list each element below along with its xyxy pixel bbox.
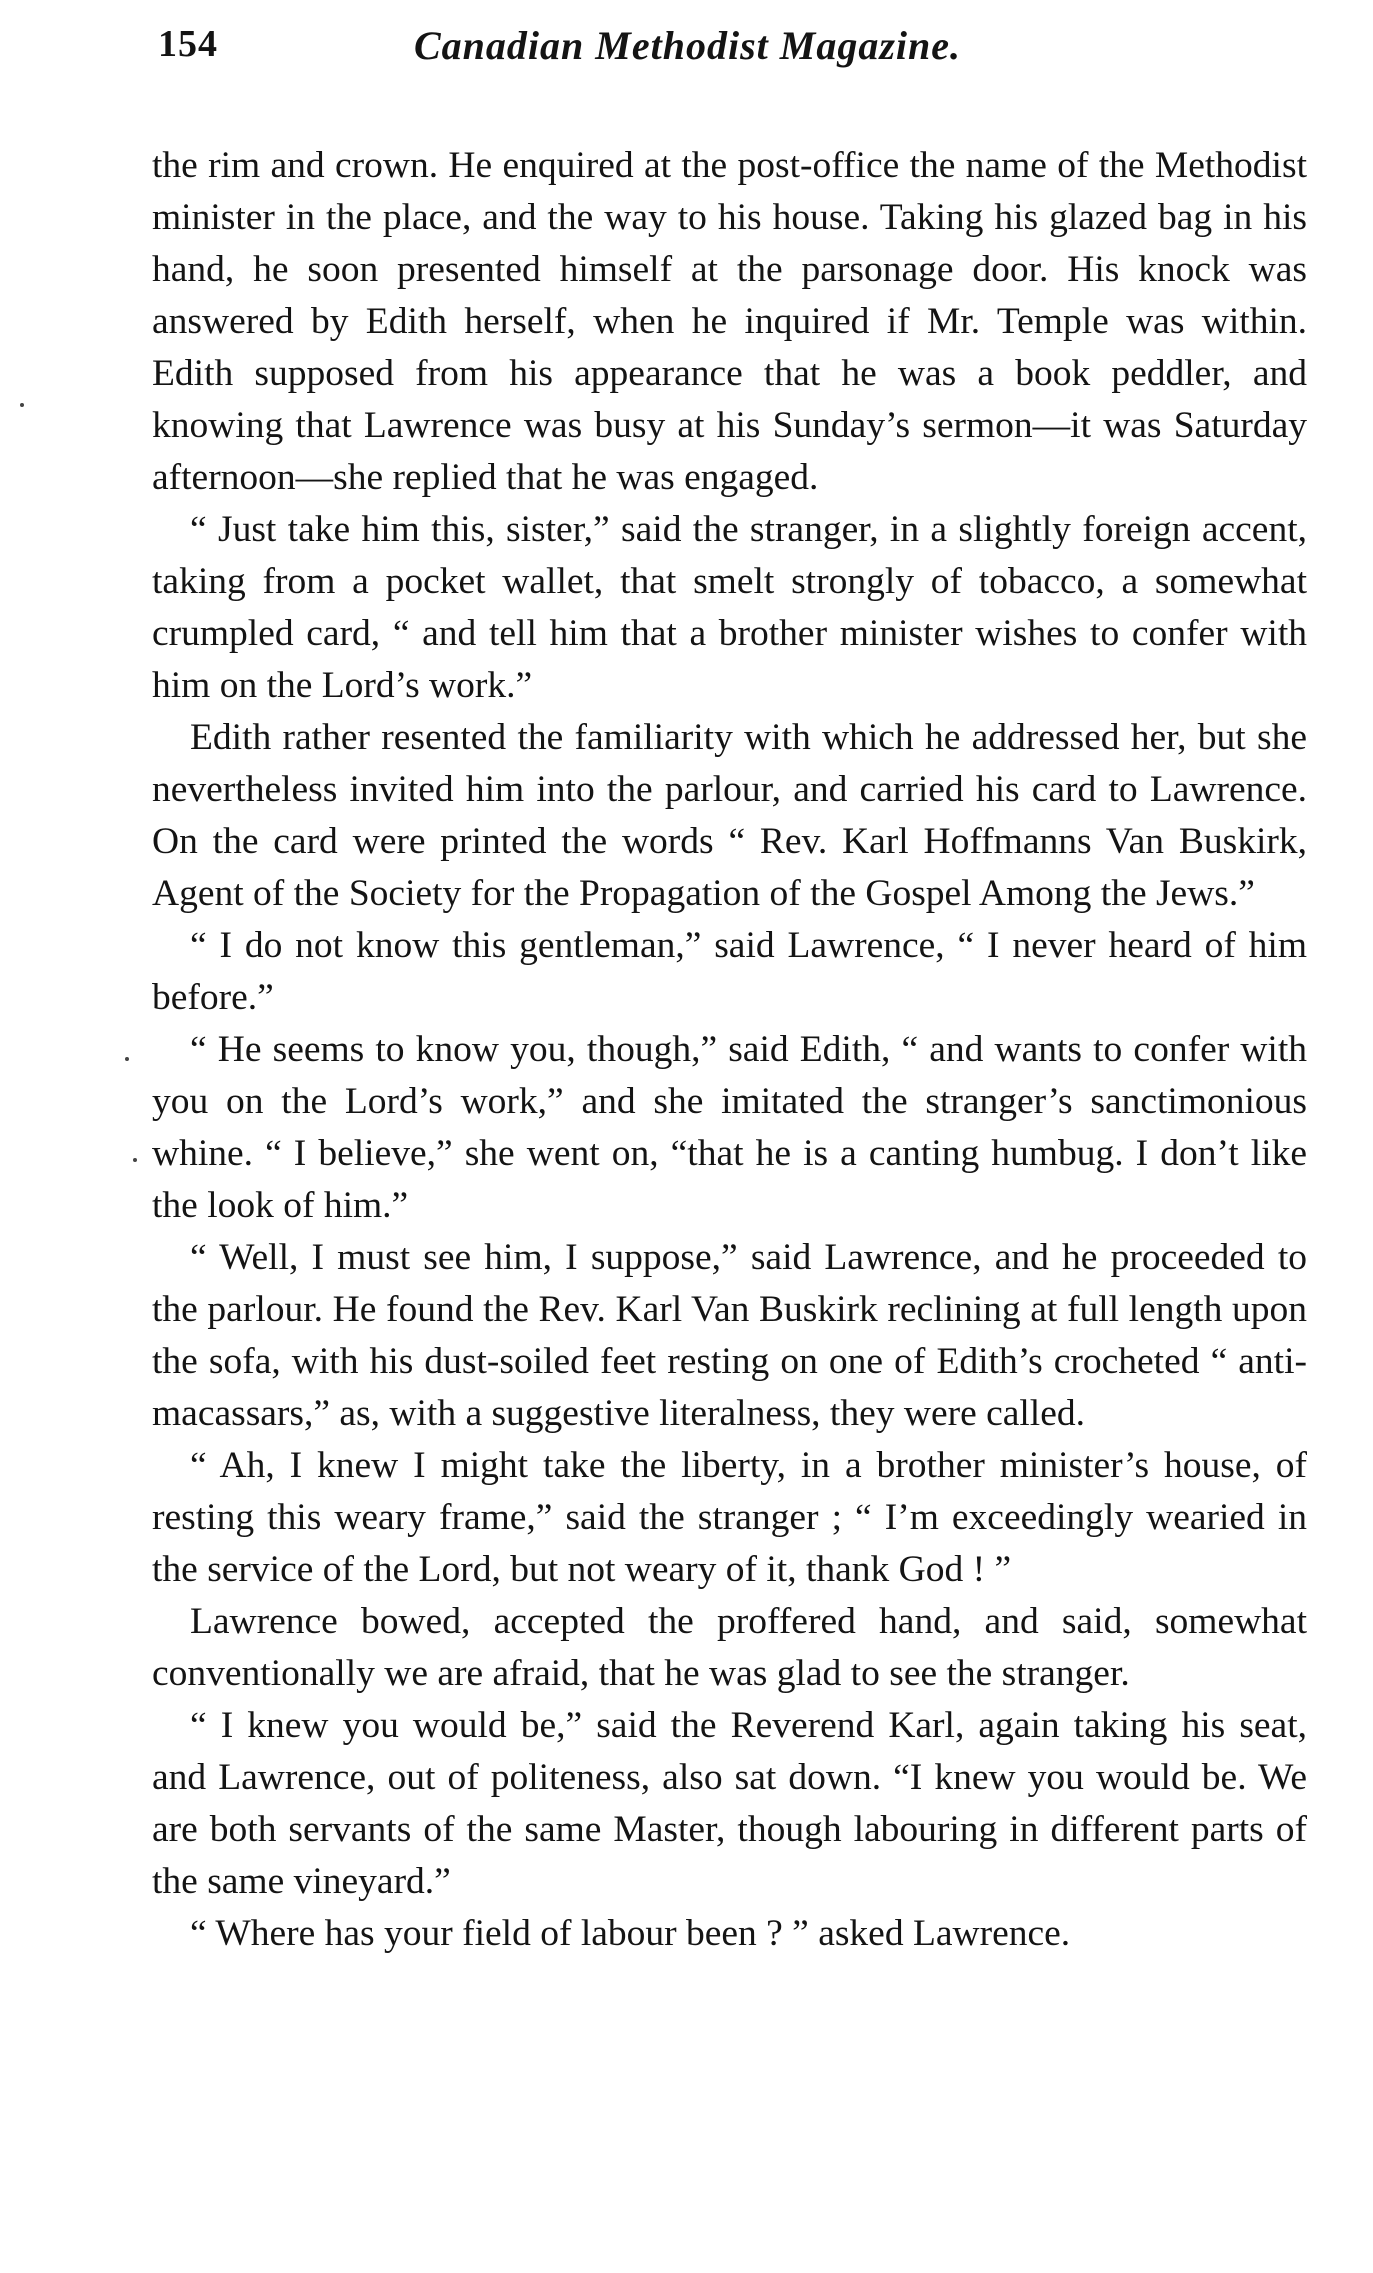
running-title: Canadian Methodist Magazine.: [414, 23, 962, 68]
paragraph: “ He seems to know you, though,” said Edith, “ and wants to confer with you on the Lord’s work,” and she imitated the stranger’s sanctimonious whine. “ I believe,” she went on, “that he is a canting humbug. I don’t like the look of him.”: [152, 1029, 1307, 1226]
paragraph: “ I knew you would be,” said the Reverend Karl, again taking his seat, and Lawrence, out of politeness, also sat down. “I knew you would be. We are both servants of the same Master, though labouring in different parts of the same vineyard.”: [152, 1705, 1307, 1902]
page-number: 154: [158, 23, 218, 65]
paragraph: “ Ah, I knew I might take the liberty, in a brother minister’s house, of resting this weary frame,” said the stranger ; “ I’m exceedingly wearied in the service of the Lord, but not weary of it, thank God ! ”: [152, 1445, 1307, 1590]
paragraph: “ Well, I must see him, I suppose,” said Lawrence, and he proceeded to the parlour. He found the Rev. Karl Van Buskirk reclining at full length upon the sofa, with his dust-soiled feet resting on one of Edith’s crocheted “ anti-macassars,” as, with a suggestive literalness, they were called.: [152, 1237, 1307, 1434]
paragraph: Edith rather resented the familiarity with which he addressed her, but she nevertheless invited him into the parlour, and carried his card to Lawrence. On the card were printed the words “ Rev. Karl Hoffmanns Van Buskirk, Agent of the Society for the Propagation of the Gospel Among the Jews.”: [152, 717, 1307, 914]
scan-speck: [125, 1057, 129, 1061]
paragraph: “ Just take him this, sister,” said the stranger, in a slightly foreign accent, taking from a pocket wallet, that smelt strongly of tobacco, a somewhat crumpled card, “ and tell him that a brother minister wishes to confer with him on the Lord’s work.”: [152, 509, 1307, 706]
book-page: [152, 22, 1307, 1960]
body-text: [152, 140, 1307, 1960]
running-head: [152, 22, 1307, 84]
paragraph: “ Where has your field of labour been ? ” asked Lawrence.: [190, 1913, 1071, 1954]
paragraph: “ I do not know this gentleman,” said Lawrence, “ I never heard of him before.”: [152, 925, 1307, 1018]
paragraph: Lawrence bowed, accepted the proffered hand, and said, somewhat conventionally we are afraid, that he was glad to see the stranger.: [152, 1601, 1307, 1694]
paragraph: the rim and crown. He enquired at the post-office the name of the Methodist minister in the place, and the way to his house. Taking his glazed bag in his hand, he soon presented himself at the parsonage door. His knock was answered by Edith herself, when he inquired if Mr. Temple was within. Edith supposed from his appearance that he was a book peddler, and knowing that Lawrence was busy at his Sunday’s sermon—it was Saturday afternoon—she replied that he was engaged.: [152, 145, 1307, 498]
scan-speck: [20, 403, 24, 407]
scan-speck: [133, 1158, 137, 1162]
